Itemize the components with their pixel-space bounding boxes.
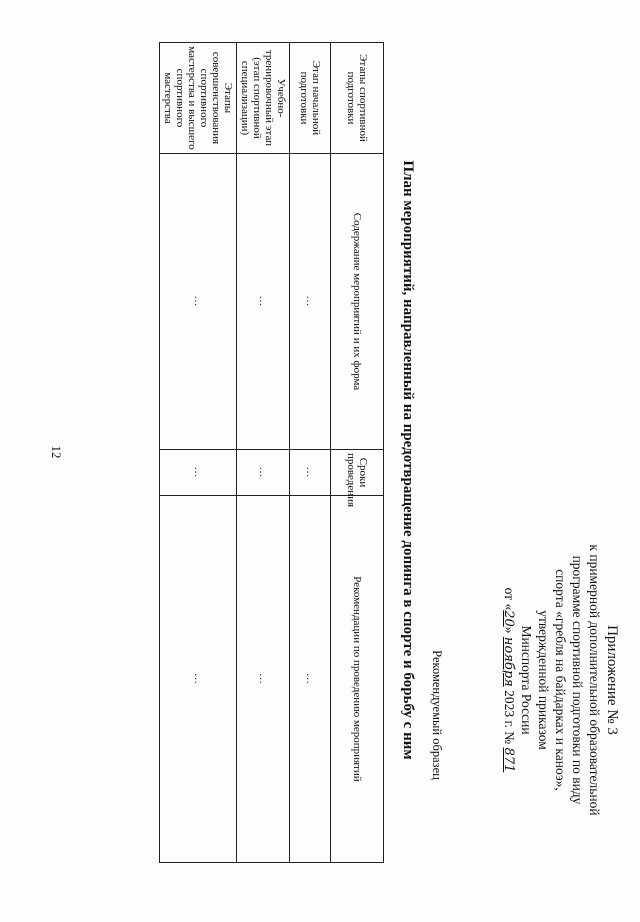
order-month: ноября [501, 636, 516, 687]
recommendations-cell: … [237, 496, 290, 863]
stage-cell: Учебно-тренировочный этап (этап спортивной специализации) [237, 43, 290, 154]
order-number: 871 [501, 747, 516, 773]
terms-cell: … [160, 450, 237, 496]
recommendations-cell: … [290, 496, 331, 863]
rotated-page-content [60, 30, 620, 870]
recommended-sample-label: Рекомендуемый образец [430, 650, 444, 780]
stage-cell: Этап начальной подготовки [290, 43, 331, 154]
content-cell: … [290, 154, 331, 450]
table-header-row [331, 43, 384, 863]
order-year: 2023 г. № [502, 686, 517, 748]
table-row [160, 43, 237, 863]
header-terms: Сроки проведения [331, 450, 384, 496]
terms-cell: … [237, 450, 290, 496]
plan-table [159, 42, 384, 863]
appendix-line: утвержденной приказом [536, 610, 551, 750]
appendix-line: Минспорта России [519, 625, 534, 735]
plan-title: План мероприятий, направленный на предотвращение допинга в спорте и борьбу с ним [400, 160, 416, 760]
terms-cell: … [290, 450, 331, 496]
content-cell: … [237, 154, 290, 450]
appendix-line: программе спортивной подготовки по виду [570, 555, 585, 805]
order-prefix: от « [502, 587, 517, 611]
header-content: Содержание мероприятий и их форма [331, 154, 384, 450]
appendix-title: Приложение № 3 [604, 625, 620, 735]
content-cell: … [160, 154, 237, 450]
appendix-block [500, 520, 620, 840]
order-mid: » [502, 626, 517, 637]
order-line [500, 520, 518, 840]
table-row [237, 43, 290, 863]
table-row [290, 43, 331, 863]
appendix-line: к примерной дополнительной образовательной [587, 544, 602, 816]
header-recommendations: Рекомендации по проведению мероприятий [331, 496, 384, 863]
order-day: 20 [501, 610, 516, 627]
recommendations-cell: … [160, 496, 237, 863]
header-stages: Этапы спортивной подготовки [331, 43, 384, 154]
stage-cell: Этапы совершенствования спортивного мастерства и высшего спортивного мастерства [160, 43, 237, 154]
page-number: 12 [49, 445, 64, 459]
appendix-line: спорта «гребля на байдарках и каноэ», [553, 569, 568, 791]
